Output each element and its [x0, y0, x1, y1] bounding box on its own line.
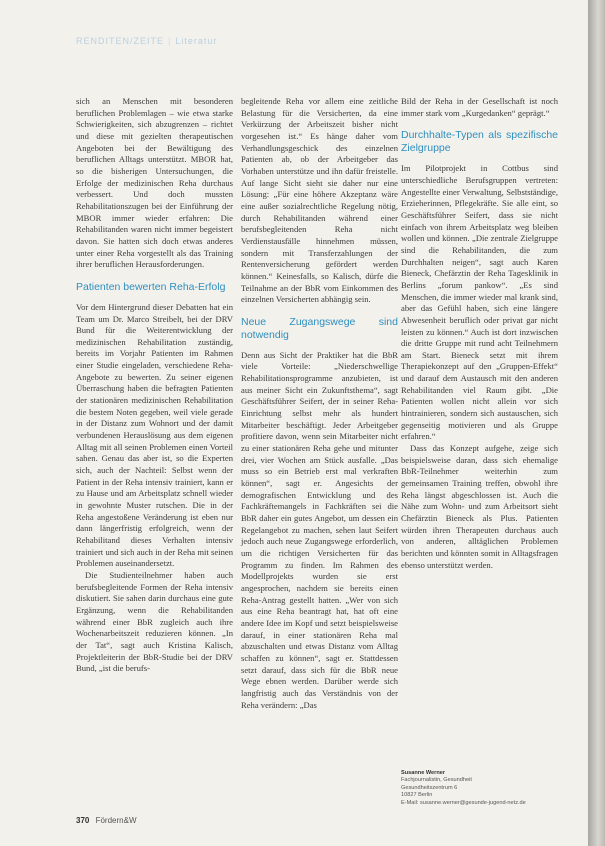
page-spine [588, 0, 605, 846]
section-label: RENDITEN/ZEITE [76, 36, 165, 46]
paragraph: begleitende Reha vor allem eine zeitliche Belastung für die Versicherten, da eine Verkürzung der Arbeitszeit bisher nicht vorgesehen ist.“ Es hänge daher vom Verhandlungsgeschick des einzelnen Patienten ab, ob der Arbeitgeber das Vorhaben unterstütze und ihn dafür freistelle. Auf lange Sicht sieht sie daher nur eine Lösung: „Für eine höhere Akzeptanz wäre eine außer sozialrechtliche Regelung nötig, durch Rehabilitanden während einer berufsbegleitenden Reha nicht Verdienstausfälle hinnehmen müssen, sondern mit Transferzahlungen der Rentenversicherung gefördert werden können.“ Keinesfalls, so Kalisch, dürfe die Teilnahme an der BbR vom Einkommen des einzelnen Versicherten abhängig sein. [241, 96, 398, 305]
subheading: Patienten bewerten Reha-Erfolg [76, 280, 226, 293]
page-number: 370 [76, 816, 90, 825]
paragraph: Vor dem Hintergrund dieser Debatten hat ein Team um Dr. Marco Streibelt, bei der DRV Bund für die Weiterentwicklung der medizinischen Rehabilitation zuständig, bereits im Vorjahr Patienten im Rahmen einer Studie eingeladen, verschiedene Reha-Angebote zu bewerten. Zu seiner eigenen Überraschung haben die befragten Patienten der stationären medizinischen Rehabilitation die bestem Noten gegeben, weil viele gerade in der Distanz zum Wohnort und der damit verbundenen Herauslösung aus dem eigenen Alltag mit all seinen Problemen einen Vorteil sahen. Genau das aber ist, so die Experten sich, auch der Nachteil: Selbst wenn der Patient in der Reha intensiv trainiert, kann er zu Hause und am Arbeitsplatz schnell wieder in gewohnte Muster rutschen. Die in der Reha angestoßene Veränderung ist eben nur dann längerfristig erfolgreich, wenn der Rehabilitand dieses Verhalten intensiv trainiert und sich auch in der Reha mit seinen Problemen auseinandersetzt. [76, 301, 233, 569]
header-separator: | [168, 36, 172, 46]
article-column-3 [401, 96, 558, 571]
paragraph: Bild der Reha in der Gesellschaft ist noch immer stark vom „Kurgedanken“ geprägt.“ [401, 96, 558, 118]
subsection-label: Literatur [175, 36, 218, 46]
paragraph: Im Pilotprojekt in Cottbus sind unterschiedliche Berufsgruppen vertreten: Angestellte einer Verwaltung, Selbstständige, Erzieherinnen, Pflegekräfte. Sie alle eint, so Geschäftsführer Seifert, dass sie nicht einfach von ihrem Arbeitsplatz weg bleiben wollen und können. „Die zentrale Zielgruppe sind die Rehabilitanden, die zum Durchhalten neigen“, sagt auch Karen Bieneck, Chefärztin der Reha Tagesklinik in Berlins „forum pankow“. „Es sind Menschen, die immer wieder mal krank sind, aber das Gefühl haben, sich eine längere Abwesenheit beruflich oder privat gar nicht leisten zu können.“ Auch ist dort inzwischen die dritte Gruppe mit rund acht Teilnehmern am Start. Bieneck setzt mit ihrem Therapiekonzept auf den „Gruppen-Effekt“ und darauf dem Austausch mit den anderen Rehabilitanden viel Raum gibt. „Die Patienten wollen nicht allein vor sich hintrainieren, sondern sich austauschen, sich gegenseitig motivieren und als Gruppe erfahren.“ [401, 163, 558, 442]
author-address: Gesundheitszentrum 6 [401, 784, 458, 791]
paragraph: Denn aus Sicht der Praktiker hat die BbR viele Vorteile: „Niederschwellige Rehabilitationsprogramme anzubieten, ist aus meiner Sicht ein Zukunftsthema“, sagt Geschäftsführer Seifert, der in seiner Reha-Einrichtung selbst mehr als hundert Mitarbeiter beschäftigt. Jeder Arbeitgeber profitiere davon, wenn sein Mitarbeiter nicht zu einer stationären Reha gehe und mitunter drei, vier Wochen am Stück ausfalle. „Das muss so ein Betrieb erst mal verkraften können“, sagt er. Angesichts der demografischen Entwicklung und des Fachkräftemangels in Fachkräften sei die BbR daher ein gutes Angebot, um dessen ein Regelangebot zu machen, sehen laut Seifert jedoch auch neue Zugangswege erforderlich, um die richtigen Versicherten für das Programm zu finden. Im Rahmen des Modellprojekts wurden sie erst angesprochen, nachdem sie bereits einen Reha-Antrag gestellt hatten. „Wer von sich aus eine Reha beantragt hat, hat oft eine andere Idee im Kopf und setzt beispielsweise darauf, in einer stationären Reha mal abzuschalten und etwas Distanz vom Alltag schaffen zu können“, sagt er. Stattdessen setzt darauf, dass sich für die BbR neue Wege ebnen werden. Darüber werde sich langfristig auch das Verständnis von der Reha verändern: „Das [241, 349, 398, 710]
paragraph: Die Studienteilnehmer haben auch berufsbegleitende Formen der Reha intensiv diskutiert. Sie sahen darin durchaus eine gute Ergänzung, wenn die Rehabilitanden während einer BbR zugleich auch ihre Wochenarbeitszeit reduzieren können. „In der Tat“, sagt auch Kristina Kalisch, Projektleiterin der BbR-Studie bei der DRV Bund, „ist die berufs- [76, 569, 233, 674]
paragraph: Dass das Konzept aufgehe, zeige sich beispielsweise daran, dass sich ehemalige BbR-Teilnehmer weiterhin zum gemeinsamen Training treffen, obwohl ihre Reha längst abgeschlossen ist. Auch die Nähe zum Wohn- und zum Arbeitsort sieht Chefärztin Bieneck als Plus. Patienten würden ihren Therapeuten durchaus auch von anderen, alltäglichen Problemen berichten und könnten somit in Alltagsfragen ebenso unterstützt werden. [401, 443, 558, 570]
author-city: 10827 Berlin [401, 792, 433, 799]
section-header [76, 36, 217, 46]
subheading: Neue Zugangswege sind notwendig [241, 315, 398, 341]
subheading: Durchhalte-Typen als spezifische Zielgruppe [401, 129, 558, 155]
author-email: E-Mail: susanne.werner@gesunde-jugend-netz.de [401, 799, 526, 806]
article-column-1 [76, 96, 233, 675]
publication-name: Fördern&W [95, 816, 137, 825]
author-contact [401, 770, 571, 807]
author-name: Susanne Werner [401, 770, 446, 776]
author-role: Fachjournalistin, Gesundheit [401, 777, 472, 784]
paragraph: sich an Menschen mit besonderen beruflichen Problemlagen – wie etwa starke Schwierigkeiten, sich abzugrenzen – richtet und diese mit gezielten therapeutischen Angeboten bei der Bewältigung des beruflichen Alltags unterstützt. MBOR hat, so die bisherigen Untersuchungen, die Erfolge der medizinischen Reha durchaus verbessert. Und doch mussten Rehabilitationszugen bei der Einführung der MBOR immer wieder erfahren: Die Rehabilitanden waren nicht immer begeistert davon. Sie hatten sich doch etwas anderes unter einer Reha vorgestellt als das Training ihrer beruflichen Herausforderungen. [76, 96, 233, 270]
article-column-2 [241, 96, 398, 711]
page-footer [76, 816, 137, 825]
